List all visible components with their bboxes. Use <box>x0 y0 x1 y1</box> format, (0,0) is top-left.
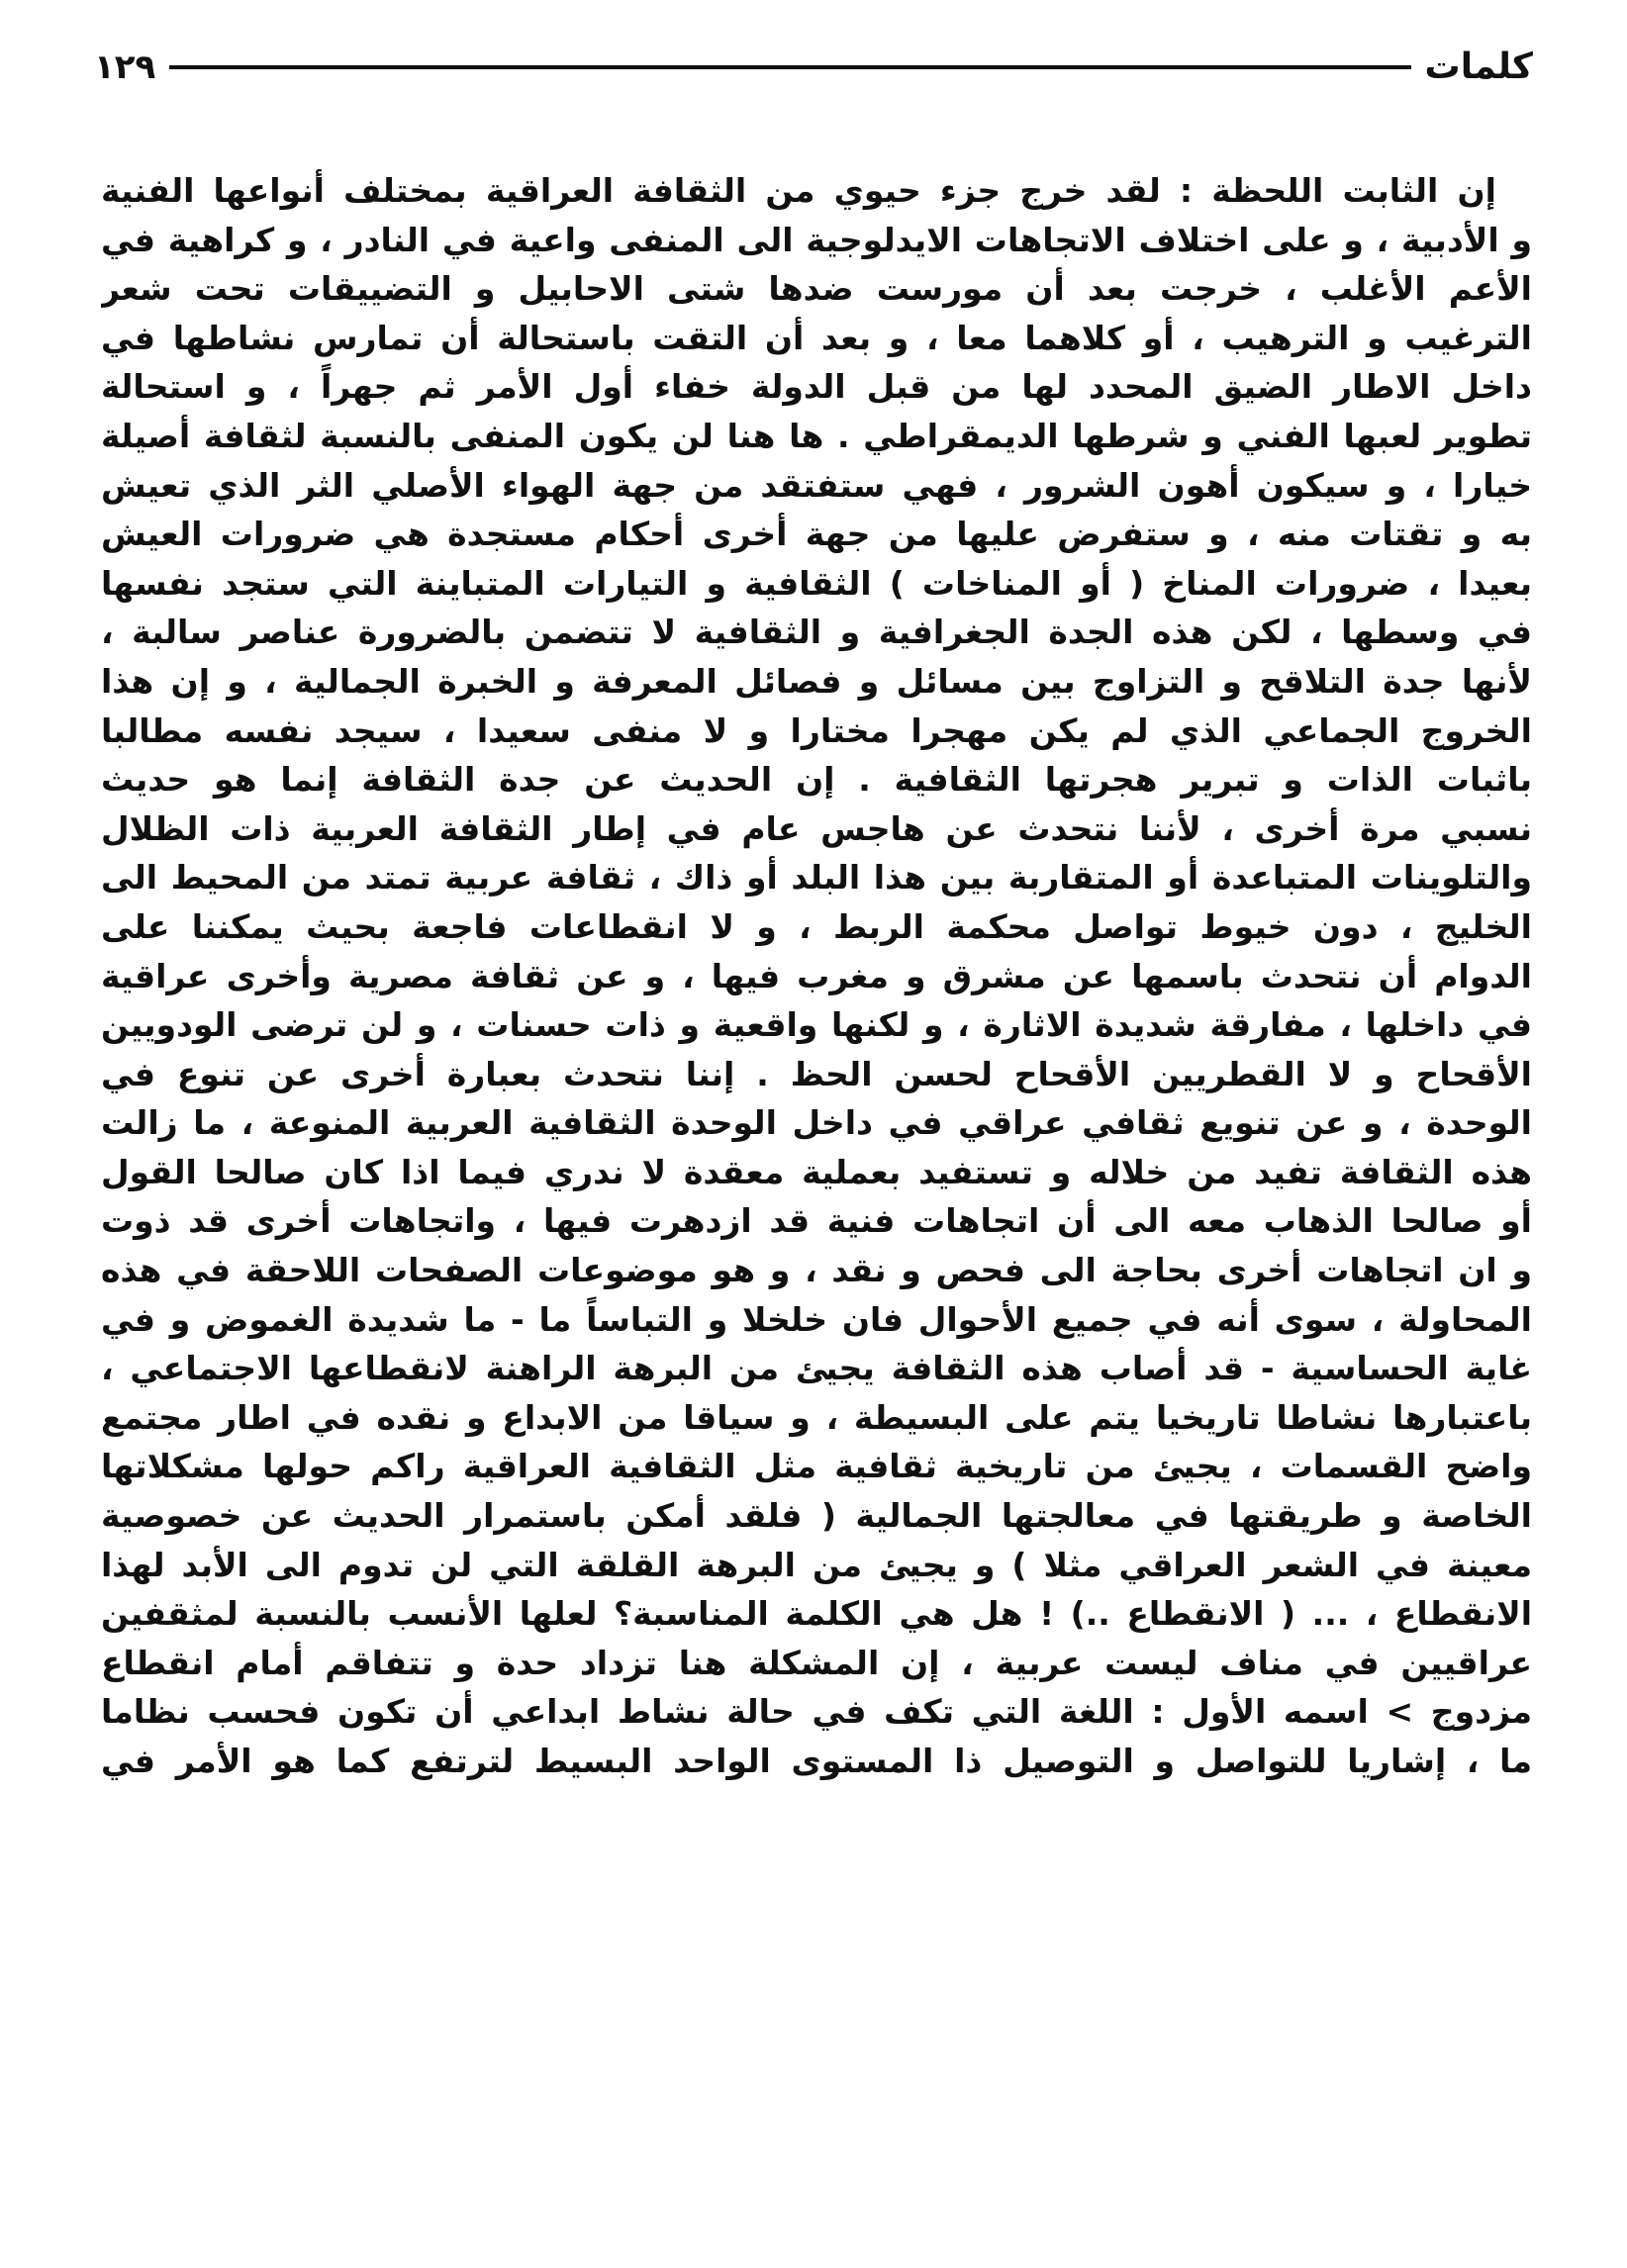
text-line: الأقحاح و لا القطريين الأقحاح لحسن الحظ . إننا نتحدث بعبارة أخرى عن تنوع في <box>101 1054 1532 1093</box>
text-line: خيارا ، و سيكون أهون الشرور ، فهي ستفتقد من جهة الهواء الأصلي الثر الذي تعيش <box>101 465 1532 505</box>
text-line: ما ، إشاريا للتواصل و التوصيل ذا المستوى الواحد البسيط لترتفع كما هو الأمر في <box>101 1742 1532 1780</box>
running-title: كلمات <box>1424 47 1533 87</box>
text-line: المحاولة ، سوى أنه في جميع الأحوال فان خلخلا و التباساً ما - ما شديدة الغموض و في <box>101 1299 1532 1339</box>
text-line: الترغيب و الترهيب ، أو كلاهما معا ، و بعد أن التقت باستحالة أن تمارس نشاطها في <box>101 318 1532 357</box>
page-number: ١٢٩ <box>94 47 156 87</box>
text-line: هذه الثقافة تفيد من خلاله و تستفيد بعملية معقدة لا ندري فيما اذا كان صالحا القول <box>101 1152 1532 1191</box>
text-line: الانقطاع ، ... ( الانقطاع ..) ! هل هي الكلمة المناسبة؟ لعلها الأنسب بالنسبة لمثقفين <box>101 1594 1532 1634</box>
text-line: نسبي مرة أخرى ، لأننا نتحدث عن هاجس عام في إطار الثقافة العربية ذات الظلال <box>101 808 1532 848</box>
text-line: الأعم الأغلب ، خرجت بعد أن مورست ضدها شتى الاحابيل و التضييقات تحت شعر <box>101 269 1532 309</box>
text-line: داخل الاطار الضيق المحدد لها من قبل الدولة خفاء أول الأمر ثم جهراً ، و استحالة <box>101 367 1532 407</box>
text-line: بعيدا ، ضرورات المناخ ( أو المناخات ) الثقافية و التيارات المتباينة التي ستجد نفسها <box>101 563 1532 603</box>
text-line: باعتبارها نشاطا تاريخيا يتم على البسيطة ، و سياقا من الابداع و نقده في اطار مجتمع <box>101 1397 1532 1437</box>
body-text <box>101 166 1532 1786</box>
text-line: تطوير لعبها الفني و شرطها الديمقراطي . ها هنا لن يكون المنفى بالنسبة لثقافة أصيلة <box>101 416 1532 455</box>
text-line: مزدوج > اسمه الأول : اللغة التي تكف في حالة نشاط ابداعي أن تكون فحسب نظاما <box>101 1692 1532 1732</box>
text-line: إن الثابت اللحظة : لقد خرج جزء حيوي من الثقافة العراقية بمختلف أنواعها الفنية <box>101 171 1496 210</box>
text-line: واضح القسمات ، يجيئ من تاريخية ثقافية مثل الثقافية العراقية راكم حولها مشكلاتها <box>101 1447 1532 1486</box>
text-line: الخروج الجماعي الذي لم يكن مهجرا مختارا و لا منفى سعيدا ، سيجد نفسه مطالبا <box>101 710 1532 750</box>
page-header <box>94 38 1533 97</box>
text-line: الخليج ، دون خيوط تواصل محكمة الربط ، و لا انقطاعات فاجعة بحيث يمكننا على <box>101 906 1532 946</box>
text-line: عراقيين في مناف ليست عربية ، إن المشكلة هنا تزداد حدة و تتفاقم أمام انقطاع <box>101 1643 1532 1682</box>
text-line: لأنها جدة التلاقح و التزاوج بين مسائل و فصائل المعرفة و الخبرة الجمالية ، و إن هذا <box>101 661 1532 701</box>
text-line: غاية الحساسية - قد أصاب هذه الثقافة يجيئ من البرهة الراهنة لانقطاعها الاجتماعي ، <box>101 1349 1532 1388</box>
text-line: الدوام أن نتحدث باسمها عن مشرق و مغرب فيها ، و عن ثقافة مصرية وأخرى عراقية <box>101 956 1532 995</box>
text-line: الوحدة ، و عن تنويع ثقافي عراقي في داخل الوحدة الثقافية العربية المنوعة ، ما زالت <box>101 1103 1532 1143</box>
text-line: و ان اتجاهات أخرى بحاجة الى فحص و نقد ، و هو موضوعات الصفحات اللاحقة في هذه <box>101 1251 1532 1290</box>
text-line: الخاصة و طريقتها في معالجتها الجمالية ( فلقد أمكن باستمرار الحديث عن خصوصية <box>101 1496 1532 1536</box>
text-line: أو صالحا الذهاب معه الى أن اتجاهات فنية قد ازدهرت فيها ، واتجاهات أخرى قد ذوت <box>101 1201 1532 1241</box>
text-line: في داخلها ، مفارقة شديدة الاثارة ، و لكنها واقعية و ذات حسنات ، و لن ترضى الودويين <box>101 1005 1532 1045</box>
text-line: معينة في الشعر العراقي مثلا ) و يجيئ من البرهة القلقة التي لن تدوم الى الأبد لهذا <box>101 1545 1532 1584</box>
header-rule <box>169 65 1410 69</box>
text-line: والتلوينات المتباعدة أو المتقاربة بين هذا البلد أو ذاك ، ثقافة عربية تمتد من المحيط الى <box>101 858 1532 898</box>
text-line: في وسطها ، لكن هذه الجدة الجغرافية و الثقافية لا تتضمن بالضرورة عناصر سالبة ، <box>101 613 1532 652</box>
text-line: و الأدبية ، و على اختلاف الاتجاهات الايدلوجية الى المنفى واعية في النادر ، و كراهية في <box>101 220 1532 259</box>
text-line: باثبات الذات و تبرير هجرتها الثقافية . إن الحديث عن جدة الثقافة إنما هو حديث <box>101 760 1532 800</box>
text-line: به و تقتات منه ، و ستفرض عليها من جهة أخرى أحكام مستجدة هي ضرورات العيش <box>101 515 1532 554</box>
